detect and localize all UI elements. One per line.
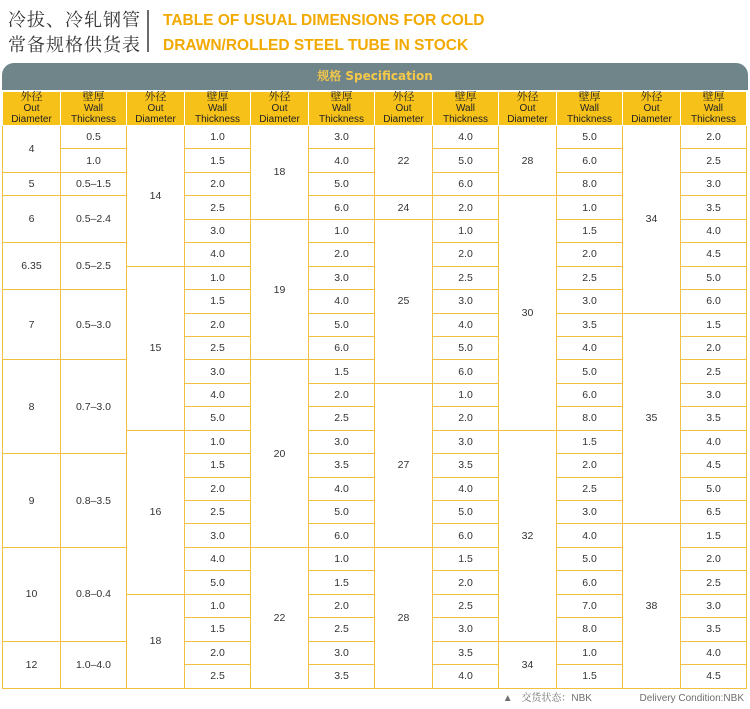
wall-thickness-cell: 8.0: [557, 172, 623, 195]
wall-thickness-cell: 1.5: [681, 313, 747, 336]
wall-thickness-cell: 3.0: [309, 126, 375, 149]
title-en-line2: DRAWN/ROLLED STEEL TUBE IN STOCK: [163, 37, 469, 54]
out-diameter-cell: 28: [375, 547, 433, 688]
out-diameter-cell: 34: [499, 641, 557, 688]
out-diameter-header: [3, 92, 61, 126]
wall-thickness-cell: 3.0: [185, 524, 251, 547]
wall-thickness-cell: 2.5: [185, 501, 251, 524]
out-diameter-header-en: Out Diameter: [11, 103, 52, 125]
wall-thickness-cell: 3.5: [557, 313, 623, 336]
out-diameter-cell: 7: [3, 290, 61, 360]
wall-thickness-cell: 5.0: [557, 360, 623, 383]
wall-thickness-cell: 4.0: [433, 477, 499, 500]
wall-thickness-cell: 1.0: [61, 149, 127, 172]
wall-thickness-header-en: Wall Thickness: [194, 103, 240, 125]
wall-thickness-cell: 2.0: [309, 243, 375, 266]
triangle-icon: ▲: [502, 693, 513, 704]
wall-thickness-cell: 1.0: [309, 547, 375, 570]
wall-thickness-cell: 6.0: [433, 524, 499, 547]
wall-thickness-cell: 4.0: [433, 126, 499, 149]
wall-thickness-header: [185, 92, 251, 126]
wall-thickness-cell: 3.0: [557, 290, 623, 313]
wall-thickness-cell: 0.8–0.4: [61, 547, 127, 641]
out-diameter-header: [251, 92, 309, 126]
out-diameter-header-cn: 外径: [516, 91, 539, 103]
out-diameter-header-cn: 外径: [392, 91, 415, 103]
wall-thickness-cell: 2.0: [309, 383, 375, 406]
wall-thickness-cell: 2.5: [557, 477, 623, 500]
wall-thickness-cell: 4.0: [681, 219, 747, 242]
wall-thickness-cell: 1.5: [681, 524, 747, 547]
out-diameter-header: [375, 92, 433, 126]
wall-thickness-cell: 3.0: [185, 360, 251, 383]
out-diameter-cell: 18: [251, 126, 309, 220]
wall-thickness-cell: 2.0: [185, 313, 251, 336]
out-diameter-cell: 5: [3, 172, 61, 195]
wall-thickness-cell: 8.0: [557, 407, 623, 430]
wall-thickness-header-en: Wall Thickness: [318, 103, 364, 125]
table-header-row: [3, 92, 747, 126]
wall-thickness-cell: 6.0: [433, 360, 499, 383]
wall-thickness-cell: 5.0: [557, 547, 623, 570]
wall-thickness-cell: 1.0: [185, 126, 251, 149]
out-diameter-cell: 4: [3, 126, 61, 173]
wall-thickness-cell: 3.0: [309, 266, 375, 289]
wall-thickness-cell: 1.0: [433, 383, 499, 406]
title-en-line1: TABLE OF USUAL DIMENSIONS FOR COLD: [163, 12, 485, 29]
wall-thickness-cell: 6.0: [309, 196, 375, 219]
wall-thickness-cell: 5.0: [185, 407, 251, 430]
wall-thickness-cell: 0.5–1.5: [61, 172, 127, 195]
wall-thickness-cell: 3.5: [681, 196, 747, 219]
wall-thickness-cell: 3.0: [557, 501, 623, 524]
wall-thickness-cell: 2.5: [185, 196, 251, 219]
out-diameter-cell: 27: [375, 383, 433, 547]
wall-thickness-cell: 4.5: [681, 243, 747, 266]
out-diameter-header-en: Out Diameter: [631, 103, 672, 125]
table-row: [3, 126, 747, 149]
wall-thickness-cell: 2.5: [557, 266, 623, 289]
wall-thickness-cell: 1.0: [185, 266, 251, 289]
wall-thickness-cell: 6.0: [309, 336, 375, 359]
wall-thickness-cell: 3.0: [433, 290, 499, 313]
out-diameter-cell: 9: [3, 454, 61, 548]
wall-thickness-cell: 3.5: [309, 665, 375, 688]
wall-thickness-cell: 4.5: [681, 665, 747, 688]
wall-thickness-header-cn: 壁厚: [578, 91, 601, 103]
wall-thickness-cell: 3.0: [681, 383, 747, 406]
wall-thickness-cell: 3.0: [681, 594, 747, 617]
wall-thickness-cell: 3.0: [433, 430, 499, 453]
wall-thickness-cell: 2.5: [433, 594, 499, 617]
out-diameter-cell: 12: [3, 641, 61, 688]
wall-thickness-cell: 0.5–2.4: [61, 196, 127, 243]
out-diameter-cell: 28: [499, 126, 557, 196]
wall-thickness-cell: 6.0: [557, 149, 623, 172]
title-chinese: [8, 8, 141, 58]
wall-thickness-cell: 5.0: [557, 126, 623, 149]
out-diameter-cell: 14: [127, 126, 185, 267]
wall-thickness-cell: 5.0: [433, 501, 499, 524]
wall-thickness-cell: 2.0: [557, 454, 623, 477]
out-diameter-cell: 24: [375, 196, 433, 219]
wall-thickness-cell: 0.5–2.5: [61, 243, 127, 290]
out-diameter-cell: 35: [623, 313, 681, 524]
wall-thickness-cell: 2.5: [185, 336, 251, 359]
wall-thickness-header-cn: 壁厚: [330, 91, 353, 103]
wall-thickness-cell: 2.5: [309, 407, 375, 430]
title-cn-line2: 常备规格供货表: [8, 35, 141, 56]
out-diameter-cell: 20: [251, 360, 309, 548]
out-diameter-cell: 34: [623, 126, 681, 314]
out-diameter-header: [623, 92, 681, 126]
wall-thickness-cell: 2.0: [681, 547, 747, 570]
out-diameter-cell: 15: [127, 266, 185, 430]
out-diameter-cell: 22: [251, 547, 309, 688]
delivery-footer: [497, 689, 744, 704]
wall-thickness-cell: 3.5: [433, 641, 499, 664]
wall-thickness-cell: 1.0: [433, 219, 499, 242]
wall-thickness-cell: 3.5: [433, 454, 499, 477]
wall-thickness-cell: 2.0: [681, 336, 747, 359]
title-english: [163, 8, 484, 58]
wall-thickness-cell: 8.0: [557, 618, 623, 641]
wall-thickness-cell: 1.0: [557, 196, 623, 219]
wall-thickness-cell: 3.5: [309, 454, 375, 477]
wall-thickness-cell: 1.0–4.0: [61, 641, 127, 688]
wall-thickness-header-cn: 壁厚: [702, 91, 725, 103]
wall-thickness-cell: 1.0: [309, 219, 375, 242]
wall-thickness-cell: 2.5: [185, 665, 251, 688]
wall-thickness-cell: 4.0: [185, 243, 251, 266]
wall-thickness-cell: 2.5: [309, 618, 375, 641]
wall-thickness-header-cn: 壁厚: [206, 91, 229, 103]
wall-thickness-header: [309, 92, 375, 126]
wall-thickness-cell: 4.0: [309, 290, 375, 313]
out-diameter-header: [127, 92, 185, 126]
wall-thickness-cell: 4.0: [681, 430, 747, 453]
wall-thickness-cell: 4.0: [185, 547, 251, 570]
wall-thickness-header: [61, 92, 127, 126]
wall-thickness-header: [433, 92, 499, 126]
out-diameter-header-cn: 外径: [20, 91, 43, 103]
out-diameter-header-cn: 外径: [268, 91, 291, 103]
wall-thickness-cell: 4.0: [309, 149, 375, 172]
out-diameter-cell: 10: [3, 547, 61, 641]
wall-thickness-cell: 4.0: [433, 313, 499, 336]
table-body: [3, 126, 747, 689]
wall-thickness-cell: 2.5: [433, 266, 499, 289]
out-diameter-cell: 6.35: [3, 243, 61, 290]
wall-thickness-cell: 0.5: [61, 126, 127, 149]
wall-thickness-cell: 4.0: [309, 477, 375, 500]
wall-thickness-header-cn: 壁厚: [454, 91, 477, 103]
wall-thickness-cell: 6.0: [309, 524, 375, 547]
out-diameter-header-en: Out Diameter: [507, 103, 548, 125]
wall-thickness-cell: 3.0: [309, 641, 375, 664]
wall-thickness-cell: 2.0: [433, 571, 499, 594]
wall-thickness-cell: 6.0: [433, 172, 499, 195]
wall-thickness-cell: 5.0: [681, 477, 747, 500]
wall-thickness-cell: 1.0: [185, 594, 251, 617]
out-diameter-cell: 38: [623, 524, 681, 688]
wall-thickness-cell: 2.0: [185, 172, 251, 195]
out-diameter-cell: 16: [127, 430, 185, 594]
wall-thickness-cell: 2.0: [681, 126, 747, 149]
wall-thickness-cell: 2.0: [309, 594, 375, 617]
wall-thickness-cell: 5.0: [681, 266, 747, 289]
out-diameter-cell: 30: [499, 196, 557, 430]
wall-thickness-cell: 2.0: [433, 196, 499, 219]
wall-thickness-cell: 6.0: [681, 290, 747, 313]
wall-thickness-cell: 2.0: [433, 243, 499, 266]
wall-thickness-header-en: Wall Thickness: [70, 103, 116, 125]
wall-thickness-cell: 4.0: [433, 665, 499, 688]
wall-thickness-cell: 5.0: [309, 172, 375, 195]
title-divider: [147, 10, 149, 52]
wall-thickness-cell: 1.5: [557, 219, 623, 242]
wall-thickness-cell: 3.5: [681, 618, 747, 641]
wall-thickness-cell: 7.0: [557, 594, 623, 617]
wall-thickness-cell: 0.5–3.0: [61, 290, 127, 360]
wall-thickness-cell: 5.0: [185, 571, 251, 594]
wall-thickness-cell: 1.5: [185, 290, 251, 313]
wall-thickness-cell: 5.0: [433, 149, 499, 172]
out-diameter-header-cn: 外径: [640, 91, 663, 103]
wall-thickness-cell: 3.5: [681, 407, 747, 430]
out-diameter-cell: 32: [499, 430, 557, 641]
wall-thickness-cell: 1.5: [557, 430, 623, 453]
wall-thickness-cell: 5.0: [433, 336, 499, 359]
out-diameter-header-en: Out Diameter: [383, 103, 424, 125]
wall-thickness-cell: 4.0: [557, 524, 623, 547]
wall-thickness-cell: 2.5: [681, 571, 747, 594]
delivery-condition-en: Delivery Condition:NBK: [639, 693, 744, 704]
dimensions-table: [2, 91, 747, 689]
wall-thickness-cell: 4.0: [185, 383, 251, 406]
wall-thickness-header-en: Wall Thickness: [566, 103, 612, 125]
wall-thickness-cell: 0.8–3.5: [61, 454, 127, 548]
wall-thickness-cell: 1.5: [185, 618, 251, 641]
out-diameter-cell: 25: [375, 219, 433, 383]
wall-thickness-cell: 4.0: [681, 641, 747, 664]
out-diameter-cell: 18: [127, 594, 185, 688]
wall-thickness-cell: 2.5: [681, 149, 747, 172]
delivery-condition-cn: 交货状态：NBK: [521, 693, 592, 704]
wall-thickness-header-en: Wall Thickness: [442, 103, 488, 125]
wall-thickness-cell: 1.0: [557, 641, 623, 664]
wall-thickness-cell: 1.5: [185, 454, 251, 477]
wall-thickness-cell: 2.0: [185, 641, 251, 664]
wall-thickness-cell: 1.5: [309, 360, 375, 383]
wall-thickness-header-en: Wall Thickness: [690, 103, 736, 125]
out-diameter-cell: 19: [251, 219, 309, 360]
out-diameter-cell: 6: [3, 196, 61, 243]
out-diameter-header: [499, 92, 557, 126]
wall-thickness-cell: 1.5: [433, 547, 499, 570]
out-diameter-header-en: Out Diameter: [259, 103, 300, 125]
wall-thickness-cell: 6.0: [557, 571, 623, 594]
wall-thickness-cell: 3.0: [309, 430, 375, 453]
wall-thickness-cell: 1.0: [185, 430, 251, 453]
out-diameter-cell: 8: [3, 360, 61, 454]
wall-thickness-cell: 2.0: [433, 407, 499, 430]
wall-thickness-cell: 0.7–3.0: [61, 360, 127, 454]
wall-thickness-cell: 6.5: [681, 501, 747, 524]
wall-thickness-cell: 5.0: [309, 501, 375, 524]
wall-thickness-cell: 1.5: [185, 149, 251, 172]
out-diameter-header-en: Out Diameter: [135, 103, 176, 125]
wall-thickness-header: [557, 92, 623, 126]
wall-thickness-header-cn: 壁厚: [82, 91, 105, 103]
wall-thickness-cell: 5.0: [309, 313, 375, 336]
out-diameter-cell: 22: [375, 126, 433, 196]
wall-thickness-cell: 3.0: [185, 219, 251, 242]
wall-thickness-cell: 1.5: [557, 665, 623, 688]
wall-thickness-cell: 2.5: [681, 360, 747, 383]
wall-thickness-cell: 3.0: [681, 172, 747, 195]
wall-thickness-cell: 2.0: [557, 243, 623, 266]
wall-thickness-cell: 3.0: [433, 618, 499, 641]
wall-thickness-cell: 1.5: [309, 571, 375, 594]
wall-thickness-cell: 4.0: [557, 336, 623, 359]
title-cn-line1: 冷拔、冷轧钢管: [8, 10, 141, 31]
wall-thickness-cell: 2.0: [185, 477, 251, 500]
wall-thickness-cell: 4.5: [681, 454, 747, 477]
wall-thickness-header: [681, 92, 747, 126]
wall-thickness-cell: 6.0: [557, 383, 623, 406]
specification-header-bar: 规格 Specification: [2, 63, 748, 90]
out-diameter-header-cn: 外径: [144, 91, 167, 103]
